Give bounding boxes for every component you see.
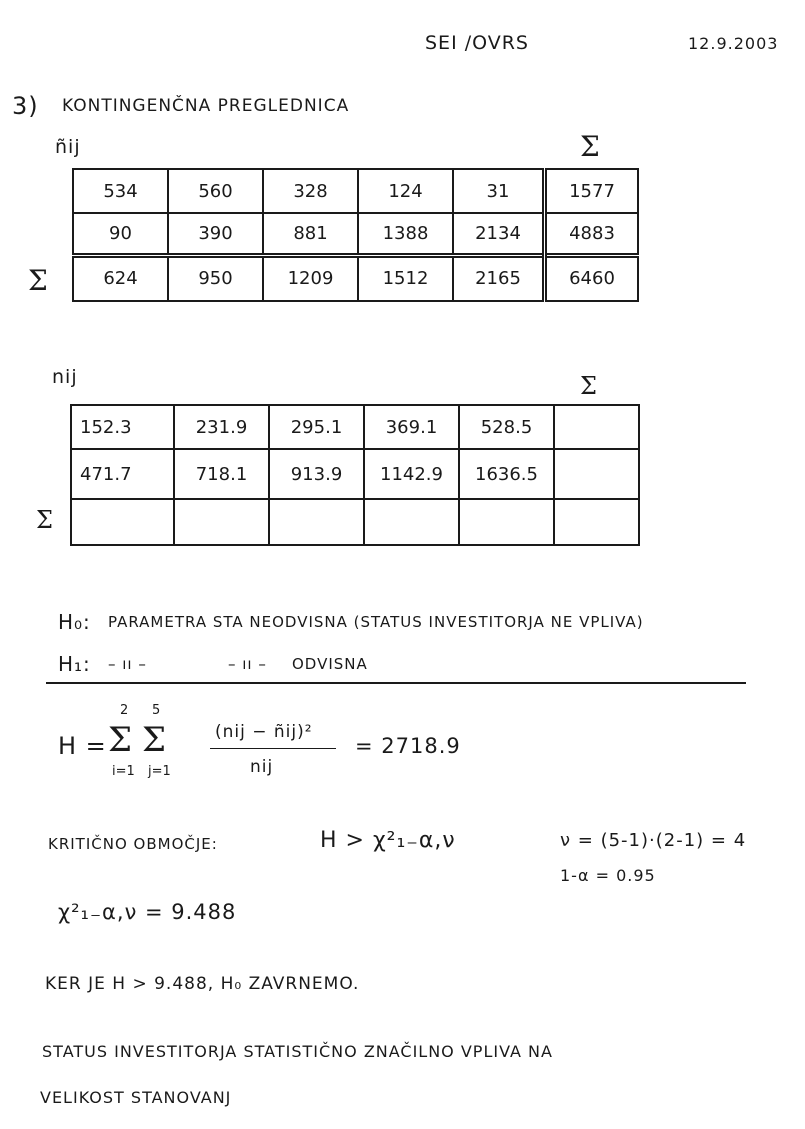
- sum-i-lower: i=1: [112, 764, 135, 779]
- table-cell: 560: [168, 169, 263, 213]
- table-row: [73, 213, 638, 255]
- table-cell: 1636.5: [459, 449, 554, 499]
- table-cell: 90: [73, 213, 168, 255]
- table-cell: 390: [168, 213, 263, 255]
- table-cell: 328: [263, 169, 358, 213]
- table-cell: 881: [263, 213, 358, 255]
- sum-j-upper: 5: [152, 703, 161, 718]
- table-cell-sum: [364, 499, 459, 545]
- table2-label: nij: [52, 366, 78, 388]
- table-cell-sum: [174, 499, 269, 545]
- table-cell-sum: [554, 449, 639, 499]
- header-date: 12.9.2003: [688, 34, 779, 53]
- formula-result: = 2718.9: [355, 734, 461, 758]
- sum-i-upper: 2: [120, 703, 129, 718]
- table-sum-row: [71, 499, 639, 545]
- header-code: SEI /OVRS: [425, 32, 529, 54]
- section-number: 3): [12, 92, 39, 120]
- table-cell: 1142.9: [364, 449, 459, 499]
- critical-label: KRITIČNO OBMOČJE:: [48, 835, 218, 853]
- h0-text: PARAMETRA STA NEODVISNA (STATUS INVESTITORJA NE VPLIVA): [108, 613, 644, 631]
- table-cell: 152.3: [71, 405, 174, 449]
- table-cell-sum: [554, 499, 639, 545]
- sum-j-symbol: Σ: [142, 720, 167, 760]
- table-cell: 31: [453, 169, 545, 213]
- sum-i-symbol: Σ: [108, 720, 133, 760]
- table-cell: 369.1: [364, 405, 459, 449]
- conclusion-line-2: STATUS INVESTITORJA STATISTIČNO ZNAČILNO VPLIVA NA: [42, 1042, 553, 1061]
- table-cell: 295.1: [269, 405, 364, 449]
- table1-sum-col-symbol: Σ: [580, 130, 600, 163]
- table-cell-sum: [554, 405, 639, 449]
- table-cell-sum: 624: [73, 255, 168, 301]
- table-cell-sum: 950: [168, 255, 263, 301]
- table-cell-total: 6460: [545, 255, 639, 301]
- table2-sum-col-symbol: Σ: [580, 372, 597, 400]
- table-cell: 2134: [453, 213, 545, 255]
- table1: [72, 168, 639, 302]
- table-cell: 913.9: [269, 449, 364, 499]
- confidence-level: 1-α = 0.95: [560, 866, 656, 885]
- table1-label: ñij: [55, 136, 81, 158]
- table-cell: 231.9: [174, 405, 269, 449]
- chi-square-value: χ²₁₋α,ν = 9.488: [58, 900, 237, 924]
- section-title: KONTINGENČNA PREGLEDNICA: [62, 96, 350, 116]
- h0-label: H₀:: [58, 610, 91, 634]
- table-cell: 471.7: [71, 449, 174, 499]
- table-cell-sum: 4883: [545, 213, 639, 255]
- conclusion-line-3: VELIKOST STANOVANJ: [40, 1088, 232, 1107]
- formula-numerator: (nij − ñij)²: [215, 722, 313, 742]
- sum-j-lower: j=1: [148, 764, 171, 779]
- h1-ditto-1: – ıı –: [108, 655, 147, 673]
- table-sum-row: [73, 255, 638, 301]
- table-cell-sum: [269, 499, 364, 545]
- h1-ditto-2: – ıı –: [228, 655, 267, 673]
- h1-text: ODVISNA: [292, 655, 368, 673]
- table-cell-sum: 1577: [545, 169, 639, 213]
- table-cell-sum: 2165: [453, 255, 545, 301]
- fraction-bar: [210, 748, 336, 749]
- h1-label: H₁:: [58, 652, 91, 676]
- formula-lhs: H =: [58, 732, 107, 760]
- table-cell: 528.5: [459, 405, 554, 449]
- table-row: [73, 169, 638, 213]
- table-cell: 1388: [358, 213, 453, 255]
- table-cell-sum: 1512: [358, 255, 453, 301]
- table2-sum-row-symbol: Σ: [36, 506, 53, 534]
- table1-sum-row-symbol: Σ: [28, 264, 48, 297]
- table-cell-sum: [459, 499, 554, 545]
- separator-line: [46, 682, 746, 684]
- table-cell-sum: [71, 499, 174, 545]
- degrees-of-freedom: ν = (5-1)·(2-1) = 4: [560, 830, 747, 851]
- table-cell: 124: [358, 169, 453, 213]
- table-row: [71, 449, 639, 499]
- table-cell: 534: [73, 169, 168, 213]
- table-row: [71, 405, 639, 449]
- table2: [70, 404, 640, 546]
- table-cell-sum: 1209: [263, 255, 358, 301]
- critical-condition: H > χ²₁₋α,ν: [320, 828, 456, 853]
- formula-denominator: nij: [250, 757, 274, 777]
- table-cell: 718.1: [174, 449, 269, 499]
- conclusion-line-1: KER JE H > 9.488, H₀ ZAVRNEMO.: [45, 974, 360, 994]
